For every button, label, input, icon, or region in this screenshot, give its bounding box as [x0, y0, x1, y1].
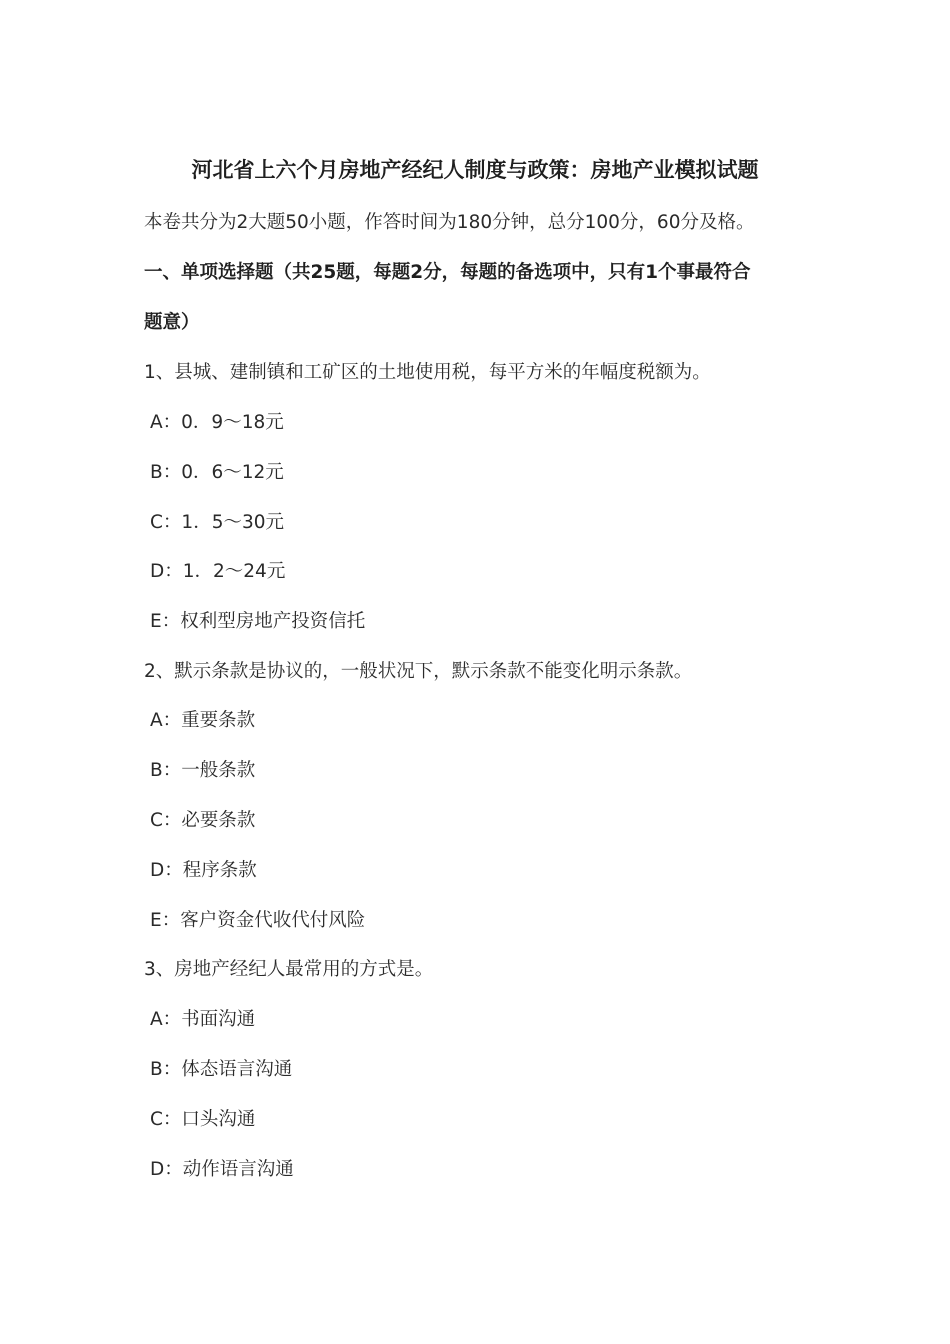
- question-3-option-b: B：体态语言沟通: [150, 1059, 293, 1080]
- question-3-option-a: A：书面沟通: [150, 1009, 256, 1030]
- question-2-option-d: D：程序条款: [150, 860, 257, 881]
- question-2-option-e: E：客户资金代收代付风险: [150, 910, 366, 931]
- question-2-option-b: B：一般条款: [150, 760, 256, 781]
- question-1-option-e: E：权利型房地产投资信托: [150, 611, 366, 632]
- question-2-option-c: C：必要条款: [150, 810, 256, 831]
- question-1-option-b: B：0．6～12元: [150, 462, 284, 483]
- question-1-option-c: C：1．5～30元: [150, 512, 284, 533]
- exam-intro: 本卷共分为2大题50小题，作答时间为180分钟，总分100分，60分及格。: [144, 212, 755, 233]
- question-1-option-d: D：1．2～24元: [150, 561, 286, 582]
- question-1-stem: 1、县城、建制镇和工矿区的土地使用税，每平方米的年幅度税额为。: [144, 362, 711, 383]
- document-title: 河北省上六个月房地产经纪人制度与政策：房地产业模拟试题: [191, 158, 759, 182]
- question-2-stem: 2、默示条款是协议的，一般状况下，默示条款不能变化明示条款。: [144, 661, 693, 682]
- question-1-option-a: A：0．9～18元: [150, 412, 284, 433]
- question-2-option-a: A：重要条款: [150, 710, 256, 731]
- question-3-option-c: C：口头沟通: [150, 1109, 256, 1130]
- section-heading: 一、单项选择题（共25题，每题2分，每题的备选项中，只有1个事最符合: [144, 262, 751, 283]
- section-heading-continued: 题意）: [144, 312, 200, 333]
- question-3-option-d: D：动作语言沟通: [150, 1159, 294, 1180]
- question-3-stem: 3、房地产经纪人最常用的方式是。: [144, 959, 434, 980]
